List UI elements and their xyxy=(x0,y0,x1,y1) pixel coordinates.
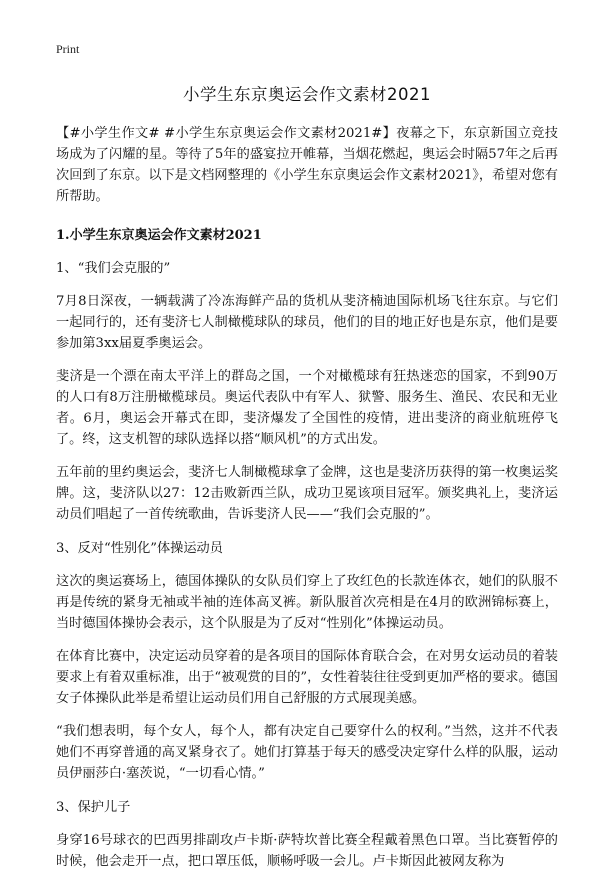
paragraph-1: 7月8日深夜，一辆载满了冷冻海鲜产品的货机从斐济楠迪国际机场飞往东京。与它们一起同行的，还有斐济七人制橄榄球队的球员，他们的目的地正好也是东京，他们是要参加第3xx届夏季奥运会。 xyxy=(56,294,558,351)
intro-paragraph: 【#小学生作文# #小学生东京奥运会作文素材2021#】夜幕之下，东京新国立竞技场成为了闪耀的星。等待了5年的盛宴拉开帷幕，当烟花燃起，奥运会时隔57年之后再次回到了东京。以下是文档网整理的《小学生东京奥运会作文素材2021》，希望对您有所帮助。 xyxy=(56,126,558,204)
paragraph-3: 五年前的里约奥运会，斐济七人制橄榄球拿了金牌，这也是斐济历获得的第一枚奥运奖牌。这，斐济队以27：12击败新西兰队，成功卫冕该项目冠军。颁奖典礼上，斐济运动员们唱起了一首传统歌曲，告诉斐济人民——“我们会克服的”。 xyxy=(56,465,558,522)
sub-heading-2: 3、反对“性别化”体操运动员 xyxy=(56,541,223,556)
print-link[interactable]: Print xyxy=(56,42,80,56)
paragraph-7: 身穿16号球衣的巴西男排副攻卢卡斯·萨特坎普比赛全程戴着黑色口罩。当比赛暂停的时候，他会走开一点，把口罩压低，顺畅呼吸一会儿。卢卡斯因此被网友称为 xyxy=(56,833,558,869)
sub-heading-3: 3、保护儿子 xyxy=(56,800,131,815)
sub-heading-1: 1、“我们会克服的” xyxy=(56,261,171,276)
paragraph-5: 在体育比赛中，决定运动员穿着的是各项目的国际体育联合会，在对男女运动员的着装要求上有着双重标准，出于“被观赏的目的”，女性着装往往受到更加严格的要求。德国女子体操队此举是希望让运动员们用自己舒服的方式展现美感。 xyxy=(56,649,558,706)
paragraph-4: 这次的奥运赛场上，德国体操队的女队员们穿上了玫红色的长款连体衣，她们的队服不再是传统的紧身无袖或半袖的连体高叉裤。新队服首次亮相是在4月的欧洲锦标赛上，当时德国体操协会表示，这个队服是为了反对“性别化”体操运动员。 xyxy=(56,574,558,631)
page-title: 小学生东京奥运会作文素材2021 xyxy=(183,85,431,104)
section-heading: 1.小学生东京奥运会作文素材2021 xyxy=(56,228,262,243)
paragraph-2: 斐济是一个漂在南太平洋上的群岛之国，一个对橄榄球有狂热迷恋的国家，不到90万的人口有8万注册橄榄球员。奥运代表队中有军人、狱警、服务生、渔民、农民和无业者。6月，奥运会开幕式在即，斐济爆发了全国性的疫情，进出斐济的商业航班停飞了。终，这支机智的球队选择以搭“顺风机”的方式出发。 xyxy=(56,369,558,447)
paragraph-6: “我们想表明，每个女人，每个人，都有决定自己要穿什么的权利。”当然，这并不代表她们不再穿普通的高叉紧身衣了。她们打算基于每天的感受决定穿什么样的队服，运动员伊丽莎白·塞茨说，“一切看心情。” xyxy=(56,724,558,781)
